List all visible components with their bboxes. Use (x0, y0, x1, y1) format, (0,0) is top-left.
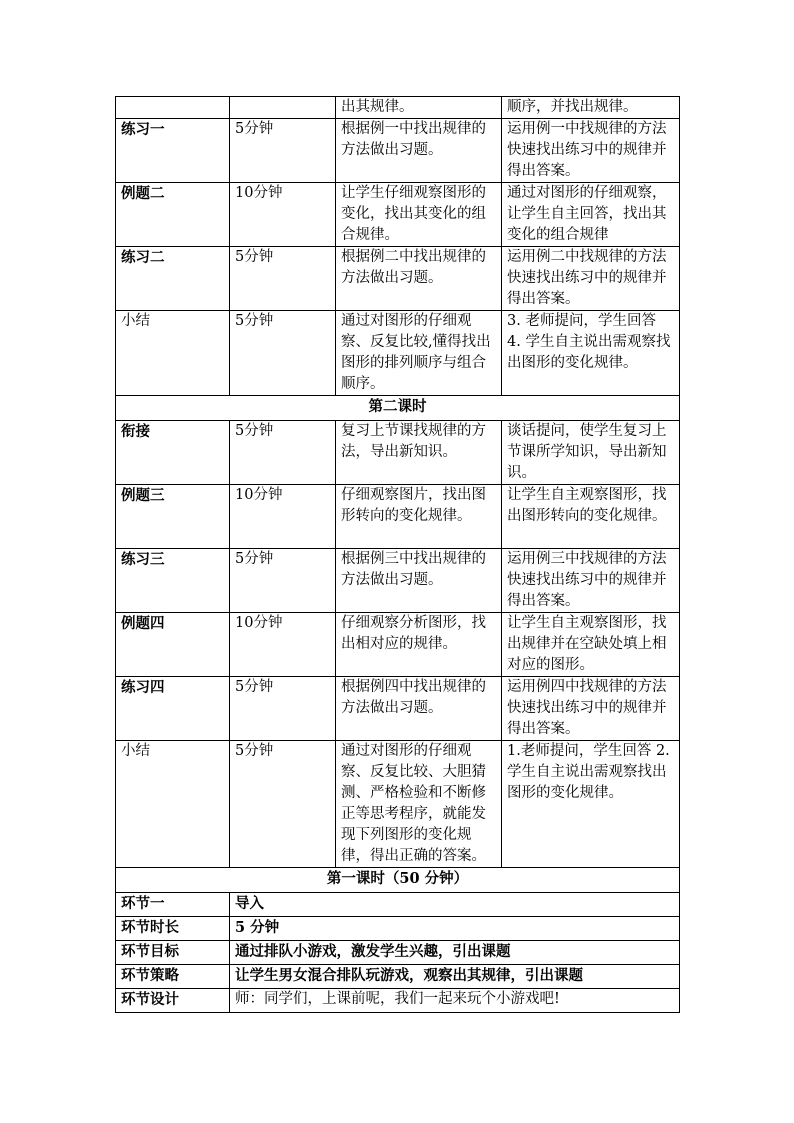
info-key: 环节一 (116, 893, 230, 917)
content-cell: 仔细观察分析图形，找出相对应的规律。 (336, 613, 502, 677)
info-row (116, 893, 680, 917)
info-key: 环节时长 (116, 917, 230, 941)
duration-cell: 10分钟 (230, 183, 336, 247)
stage-name-cell (116, 97, 230, 119)
table-row (116, 247, 680, 311)
method-cell: 让学生自主观察图形，找出图形转向的变化规律。 (502, 485, 680, 549)
stage-name-cell: 例题三 (116, 485, 230, 549)
method-cell: 运用例三中找规律的方法快速找出练习中的规律并得出答案。 (502, 549, 680, 613)
section-header-row (116, 868, 680, 893)
content-cell: 根据例三中找出规律的方法做出习题。 (336, 549, 502, 613)
lesson-plan-table (115, 96, 680, 1013)
table-row (116, 97, 680, 119)
method-cell: 3. 老师提问，学生回答 4. 学生自主说出需观察找出图形的变化规律。 (502, 311, 680, 396)
stage-name-cell: 练习四 (116, 677, 230, 741)
content-cell: 通过对图形的仔细观察、反复比较,懂得找出图形的排列顺序与组合顺序。 (336, 311, 502, 396)
method-cell: 运用例二中找规律的方法快速找出练习中的规律并得出答案。 (502, 247, 680, 311)
content-cell: 仔细观察图片，找出图形转向的变化规律。 (336, 485, 502, 549)
content-cell: 根据例二中找出规律的方法做出习题。 (336, 247, 502, 311)
stage-name-cell: 例题四 (116, 613, 230, 677)
content-cell: 复习上节课找规律的方法，导出新知识。 (336, 421, 502, 485)
duration-cell: 10分钟 (230, 613, 336, 677)
method-cell: 让学生自主观察图形，找出规律并在空缺处填上相对应的图形。 (502, 613, 680, 677)
info-value: 导入 (230, 893, 680, 917)
section-title: 第一课时（50 分钟） (116, 868, 680, 893)
stage-name-cell: 例题二 (116, 183, 230, 247)
info-value: 让学生男女混合排队玩游戏，观察出其规律，引出课题 (230, 965, 680, 989)
info-row (116, 989, 680, 1013)
table-row (116, 311, 680, 396)
table-row (116, 421, 680, 485)
content-cell: 让学生仔细观察图形的变化，找出其变化的组合规律。 (336, 183, 502, 247)
info-row (116, 917, 680, 941)
info-value: 师：同学们，上课前呢，我们一起来玩个小游戏吧! (230, 989, 680, 1013)
table-row (116, 183, 680, 247)
duration-cell: 5分钟 (230, 421, 336, 485)
table-row (116, 119, 680, 183)
section-title: 第二课时 (116, 396, 680, 421)
stage-name-cell: 小结 (116, 311, 230, 396)
stage-name-cell: 练习一 (116, 119, 230, 183)
info-key: 环节目标 (116, 941, 230, 965)
info-row (116, 965, 680, 989)
table-row (116, 677, 680, 741)
table-row (116, 741, 680, 868)
info-row (116, 941, 680, 965)
method-cell: 运用例四中找规律的方法快速找出练习中的规律并得出答案。 (502, 677, 680, 741)
method-cell: 顺序，并找出规律。 (502, 97, 680, 119)
info-key: 环节设计 (116, 989, 230, 1013)
method-cell: 1.老师提问，学生回答 2.学生自主说出需观察找出图形的变化规律。 (502, 741, 680, 868)
duration-cell: 5分钟 (230, 677, 336, 741)
content-cell: 出其规律。 (336, 97, 502, 119)
content-cell: 根据例一中找出规律的方法做出习题。 (336, 119, 502, 183)
method-cell: 通过对图形的仔细观察，让学生自主回答，找出其变化的组合规律 (502, 183, 680, 247)
table-row (116, 485, 680, 549)
info-value: 5 分钟 (230, 917, 680, 941)
table-row (116, 549, 680, 613)
duration-cell: 5分钟 (230, 311, 336, 396)
duration-cell: 5分钟 (230, 741, 336, 868)
duration-cell: 5分钟 (230, 119, 336, 183)
section-header-row (116, 396, 680, 421)
method-cell: 运用例一中找规律的方法快速找出练习中的规律并得出答案。 (502, 119, 680, 183)
duration-cell: 5分钟 (230, 549, 336, 613)
stage-name-cell: 练习二 (116, 247, 230, 311)
content-cell: 通过对图形的仔细观察、反复比较、大胆猜测、严格检验和不断修正等思考程序，就能发现下列图形的变化规律，得出正确的答案。 (336, 741, 502, 868)
table-row (116, 613, 680, 677)
duration-cell: 5分钟 (230, 247, 336, 311)
duration-cell (230, 97, 336, 119)
stage-name-cell: 练习三 (116, 549, 230, 613)
duration-cell: 10分钟 (230, 485, 336, 549)
stage-name-cell: 小结 (116, 741, 230, 868)
method-cell: 谈话提问，使学生复习上节课所学知识，导出新知识。 (502, 421, 680, 485)
stage-name-cell: 衔接 (116, 421, 230, 485)
info-value: 通过排队小游戏，激发学生兴趣，引出课题 (230, 941, 680, 965)
info-key: 环节策略 (116, 965, 230, 989)
content-cell: 根据例四中找出规律的方法做出习题。 (336, 677, 502, 741)
